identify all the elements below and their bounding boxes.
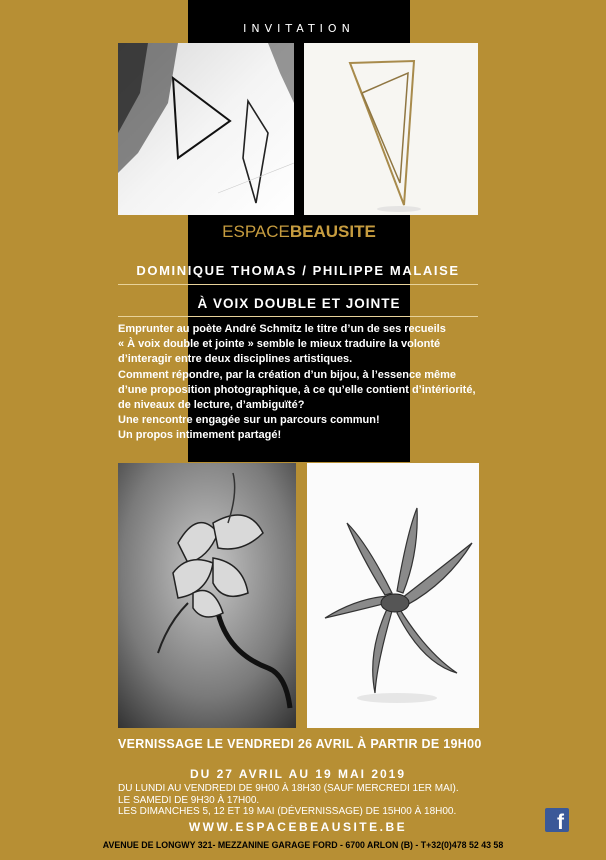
photo-gold-wire-jewel xyxy=(304,43,478,215)
divider-bottom xyxy=(118,316,478,317)
invitation-label: INVITATION xyxy=(243,22,355,35)
photo-flower-bw xyxy=(118,463,296,728)
description-text xyxy=(118,322,598,444)
description-line: Un propos intimement partagé! xyxy=(118,429,282,442)
logo-part-beausite: BEAUSITE xyxy=(289,222,376,241)
description-line: Comment répondre, par la création d’un bijou, à l’essence même xyxy=(118,368,457,381)
photo-metal-jewel xyxy=(307,463,479,728)
photo-wire-triangles-bw xyxy=(118,43,294,215)
description-line: d’interagir entre deux disciplines artistiques. xyxy=(118,353,353,366)
description-line: Une rencontre engagée sur un parcours commun! xyxy=(118,414,380,427)
exhibition-title: À VOIX DOUBLE ET JOINTE xyxy=(197,296,401,311)
hours-line: LE SAMEDI DE 9H30 À 17H00. xyxy=(118,794,260,806)
hours-line: LES DIMANCHES 5, 12 ET 19 MAI (DÉVERNISSAGE) DE 15H00 À 18H00. xyxy=(118,806,457,817)
description-line: d’une proposition photographique, à ce qu’elle contient d’intériorité, xyxy=(118,383,476,396)
divider-top xyxy=(118,284,478,285)
description-line: Emprunter au poète André Schmitz le titre d’un de ses recueils xyxy=(118,323,446,335)
exhibition-dates: DU 27 AVRIL AU 19 MAI 2019 xyxy=(189,767,407,781)
hours-line: DU LUNDI AU VENDREDI DE 9H00 À 18H30 (SAUF MERCREDI 1ER MAI). xyxy=(118,783,459,794)
vernissage-line: VERNISSAGE LE VENDREDI 26 AVRIL À PARTIR DE 19H00 xyxy=(118,737,482,751)
facebook-icon[interactable]: f xyxy=(545,808,569,832)
description-line: de niveaux de lecture, d’ambiguïté? xyxy=(118,399,305,412)
espace-beausite-logo xyxy=(188,222,410,242)
address-line: AVENUE DE LONGWY 321- MEZZANINE GARAGE FORD - 6700 ARLON (B) - T+32(0)478 52 43 58 xyxy=(102,840,504,850)
logo-part-espace: ESPACE xyxy=(222,222,290,241)
description-line: « À voix double et jointe » semble le mieux traduire la volonté xyxy=(118,338,441,351)
website-link[interactable]: WWW.ESPACEBEAUSITE.BE xyxy=(188,820,408,834)
opening-hours xyxy=(118,783,598,818)
artists-names: DOMINIQUE THOMAS / PHILIPPE MALAISE xyxy=(136,263,460,278)
